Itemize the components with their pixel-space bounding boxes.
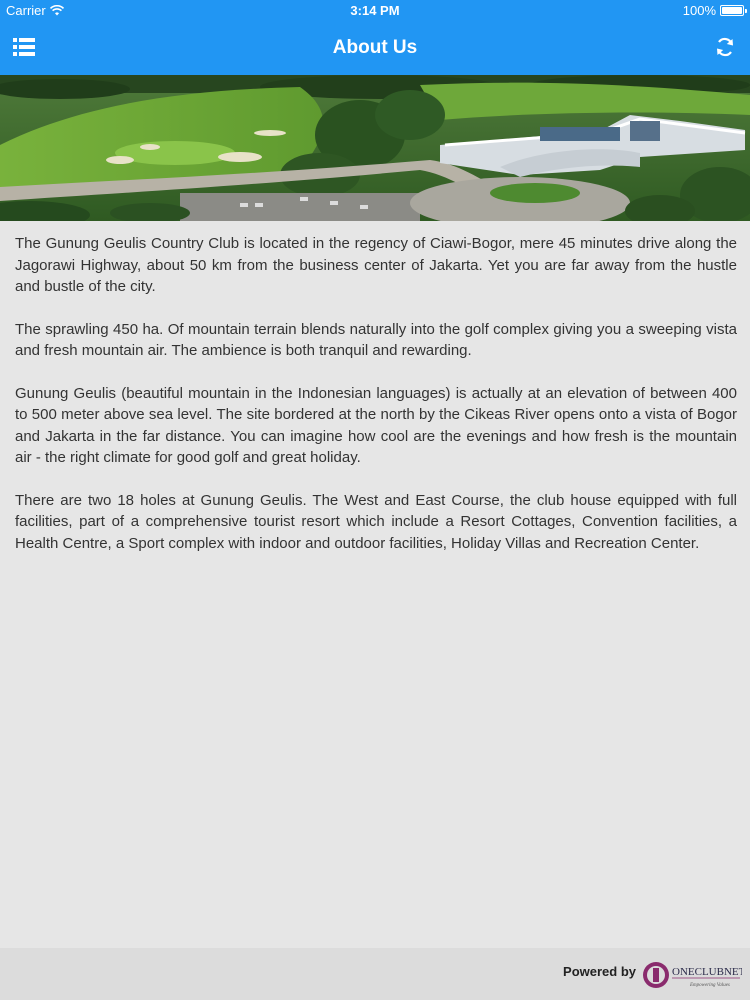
golf-course-illustration	[0, 75, 750, 221]
paragraph: The sprawling 450 ha. Of mountain terrain blends naturally into the golf complex giving you a sweeping vista and fresh mountain air. The ambience is both tranquil and rewarding.	[15, 320, 737, 359]
page-title: About Us	[332, 37, 418, 58]
footer	[0, 948, 750, 1000]
carrier-label: Carrier	[6, 3, 46, 18]
paragraph: Gunung Geulis (beautiful mountain in the Indonesian languages) is actually at an elevation of between 400 to 500 meter above sea level. The site bordered at the north by the Cikeas River opens onto a vista of Bogor and Jakarta in the far distance. You can imagine how cool are the evenings and how fresh is the mountain air - the right climate for good golf and great holiday.	[15, 384, 737, 466]
logo-mark	[642, 959, 742, 991]
clock: 3:14 PM	[350, 3, 400, 18]
battery-icon	[720, 5, 744, 16]
refresh-button[interactable]	[714, 36, 736, 58]
nav-bar	[0, 22, 750, 75]
status-bar	[0, 0, 750, 22]
paragraph: There are two 18 holes at Gunung Geulis. The West and East Course, the club house equipped with full facilities, part of a comprehensive tourist resort which include a Resort Cottages, Convention facilities, a Health Centre, a Sport complex with indoor and outdoor facilities, Holiday Villas and Recreation Center.	[15, 491, 737, 552]
powered-by-label: Powered by	[563, 964, 636, 979]
refresh-icon	[714, 36, 736, 58]
hero-image	[0, 75, 750, 221]
battery-percent: 100%	[682, 3, 716, 18]
battery-indicator	[683, 3, 744, 18]
logo-tagline: Empowering Values	[690, 983, 730, 988]
paragraph: The Gunung Geulis Country Club is located in the regency of Ciawi-Bogor, mere 45 minutes drive along the Jagorawi Highway, about 50 km from the business center of Jakarta. Yet you are far away from the hustle and bustle of the city.	[15, 235, 737, 295]
oneclubnet-logo[interactable]	[642, 959, 742, 991]
logo-name: ONECLUBNET	[672, 966, 742, 978]
about-content	[15, 233, 737, 575]
